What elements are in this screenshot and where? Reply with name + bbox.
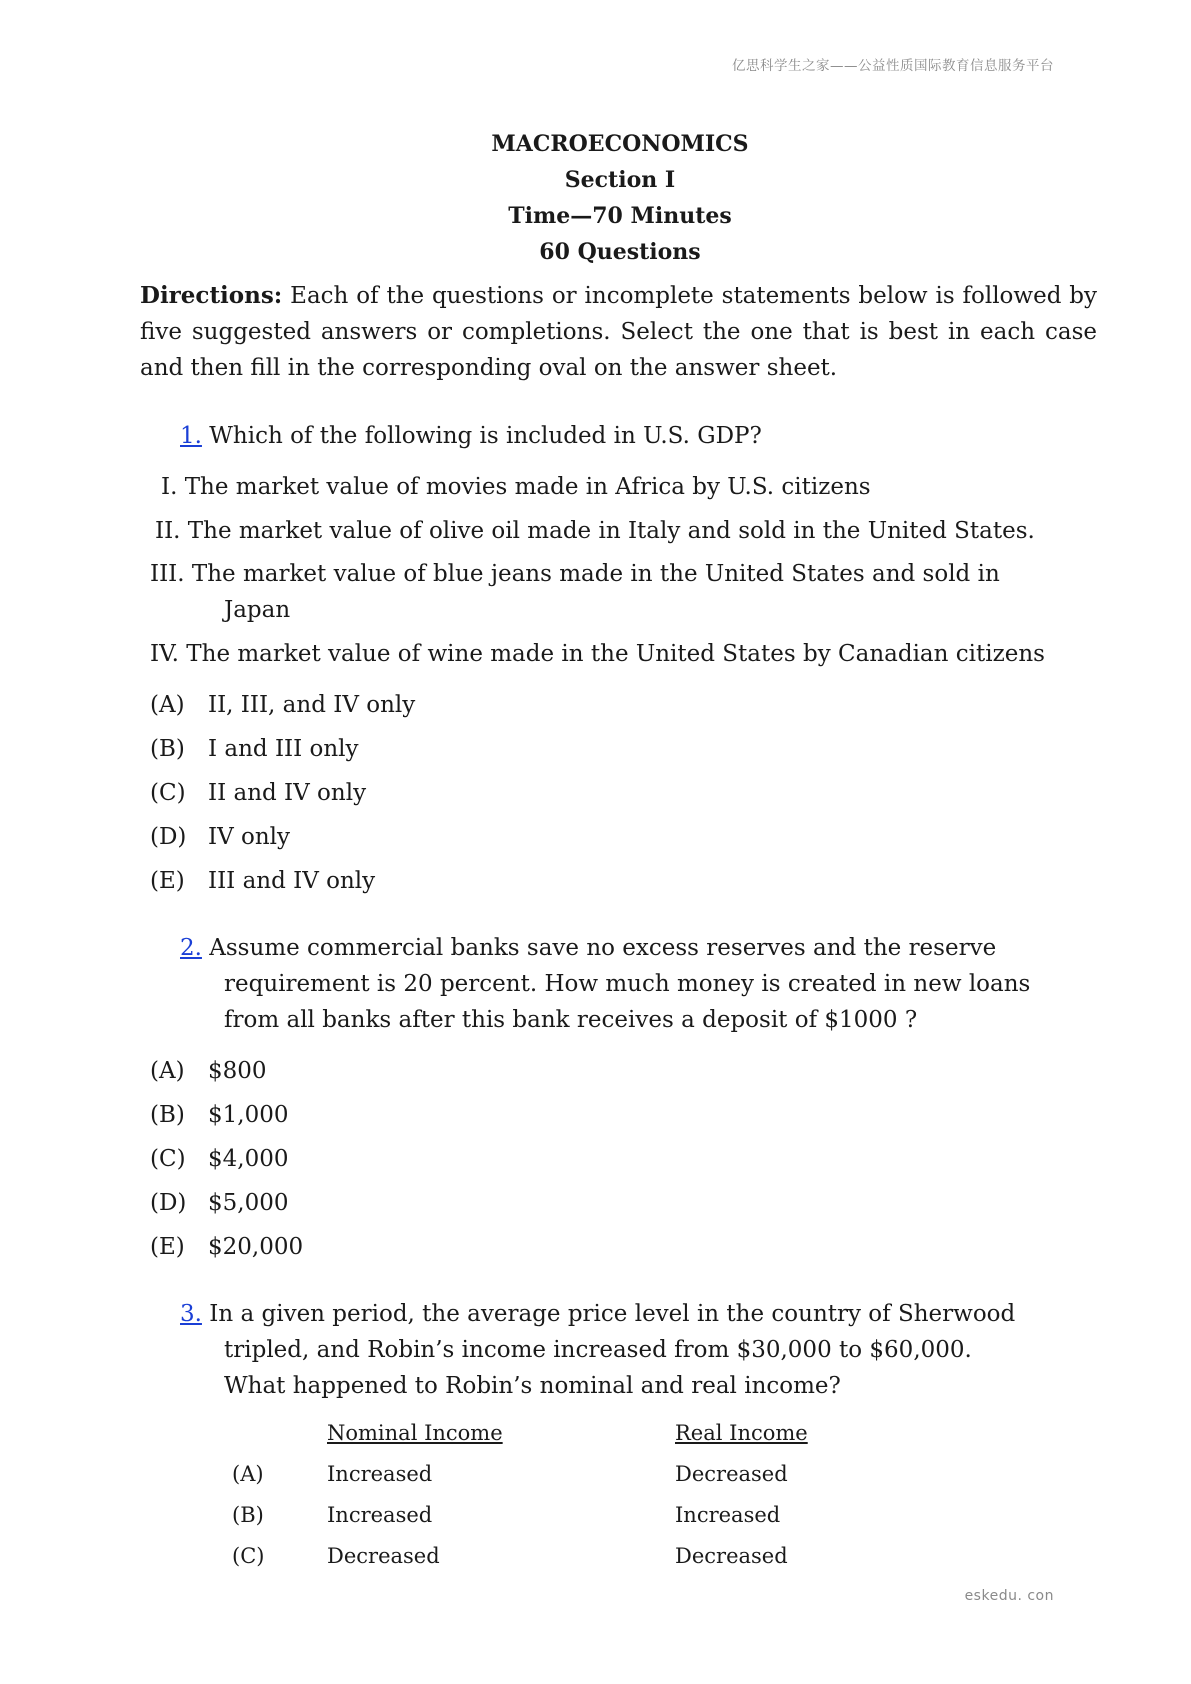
choice-letter: (D) <box>150 1190 187 1216</box>
choice-letter: (C) <box>150 780 186 806</box>
choice-letter: (A) <box>150 692 185 718</box>
statement-1: I. The market value of movies made in Africa by U.S. citizens <box>161 474 871 500</box>
question-2-stem <box>180 930 1060 1038</box>
question-1-stem <box>180 418 1060 454</box>
choice-text: IV only <box>208 824 291 850</box>
table-row[interactable] <box>232 1536 875 1577</box>
choice-text: III and IV only <box>208 868 376 894</box>
statement-3-line: III. The market value of blue jeans made in the United States and sold in <box>150 561 1000 587</box>
statement-3-cont: Japan <box>224 597 291 623</box>
title-subject: MACROECONOMICS <box>491 131 749 157</box>
q2-choice-a[interactable] <box>150 1053 267 1089</box>
header-real-income: Real Income <box>675 1421 808 1445</box>
choice-letter: (E) <box>150 868 185 894</box>
statement-3 <box>150 556 1070 628</box>
table-header-row <box>232 1413 875 1454</box>
choice-letter: (A) <box>150 1058 185 1084</box>
row-real: Increased <box>675 1503 781 1527</box>
row-nominal: Increased <box>327 1462 433 1486</box>
row-nominal: Increased <box>327 1503 433 1527</box>
question-3-stem <box>180 1296 1060 1404</box>
table-row[interactable] <box>232 1495 875 1536</box>
row-letter: (A) <box>232 1462 264 1486</box>
q2-choice-b[interactable] <box>150 1097 288 1133</box>
q1-choice-e[interactable] <box>150 863 375 899</box>
q1-choice-c[interactable] <box>150 775 366 811</box>
choice-text: $4,000 <box>208 1146 289 1172</box>
q2-choice-c[interactable] <box>150 1141 288 1177</box>
question-3-line-3: What happened to Robin’s nominal and real income? <box>224 1373 841 1399</box>
title-time: Time—70 Minutes <box>508 203 732 229</box>
choice-text: $800 <box>208 1058 267 1084</box>
choice-text: $1,000 <box>208 1102 289 1128</box>
q1-choice-d[interactable] <box>150 819 290 855</box>
header-nominal-income: Nominal Income <box>327 1421 503 1445</box>
table-header-blank <box>232 1413 327 1454</box>
directions-label: Directions: <box>140 282 283 309</box>
question-2-line-3: from all banks after this bank receives a deposit of $1000 ? <box>224 1007 918 1033</box>
statement-2: II. The market value of olive oil made in Italy and sold in the United States. <box>155 518 1035 544</box>
choice-letter: (B) <box>150 1102 185 1128</box>
title-question-count: 60 Questions <box>539 239 701 265</box>
directions-text: Each of the questions or incomplete statements below is followed by five suggested answers or completions. Select the one that is best in each case and then fill in the corresponding oval on the answer sheet. <box>140 283 1097 381</box>
q1-choice-b[interactable] <box>150 731 359 767</box>
page-title <box>0 126 1191 270</box>
q2-choice-d[interactable] <box>150 1185 288 1221</box>
choice-letter: (B) <box>150 736 185 762</box>
income-table <box>232 1413 875 1577</box>
row-real: Decreased <box>675 1462 788 1486</box>
question-1-text: Which of the following is included in U.S. GDP? <box>201 423 762 449</box>
choice-text: II, III, and IV only <box>208 692 416 718</box>
choice-text: II and IV only <box>208 780 367 806</box>
q2-choice-e[interactable] <box>150 1229 303 1265</box>
choice-letter: (D) <box>150 824 187 850</box>
row-real: Decreased <box>675 1544 788 1568</box>
question-3-link[interactable]: 3. <box>180 1301 202 1327</box>
choice-text: $20,000 <box>208 1234 304 1260</box>
row-letter: (C) <box>232 1544 265 1568</box>
choice-text: I and III only <box>208 736 359 762</box>
question-3-line-2: tripled, and Robin’s income increased from $30,000 to $60,000. <box>224 1337 972 1363</box>
row-nominal: Decreased <box>327 1544 440 1568</box>
statement-4: IV. The market value of wine made in the United States by Canadian citizens <box>150 641 1045 667</box>
title-section: Section I <box>564 167 676 193</box>
q1-choice-a[interactable] <box>150 687 415 723</box>
choice-text: $5,000 <box>208 1190 289 1216</box>
question-2-line-2: requirement is 20 percent. How much money is created in new loans <box>224 971 1031 997</box>
question-3-text: In a given period, the average price level in the country of Sherwood <box>201 1301 1016 1327</box>
directions <box>140 278 1097 386</box>
table-row[interactable] <box>232 1454 875 1495</box>
header-watermark: 亿思科学生之家——公益性质国际教育信息服务平台 <box>732 58 1054 74</box>
question-1-link[interactable]: 1. <box>180 423 202 449</box>
question-2-text: Assume commercial banks save no excess reserves and the reserve <box>201 935 997 961</box>
choice-letter: (E) <box>150 1234 185 1260</box>
choice-letter: (C) <box>150 1146 186 1172</box>
row-letter: (B) <box>232 1503 264 1527</box>
footer-watermark: eskedu. con <box>964 1588 1054 1604</box>
question-2-link[interactable]: 2. <box>180 935 202 961</box>
